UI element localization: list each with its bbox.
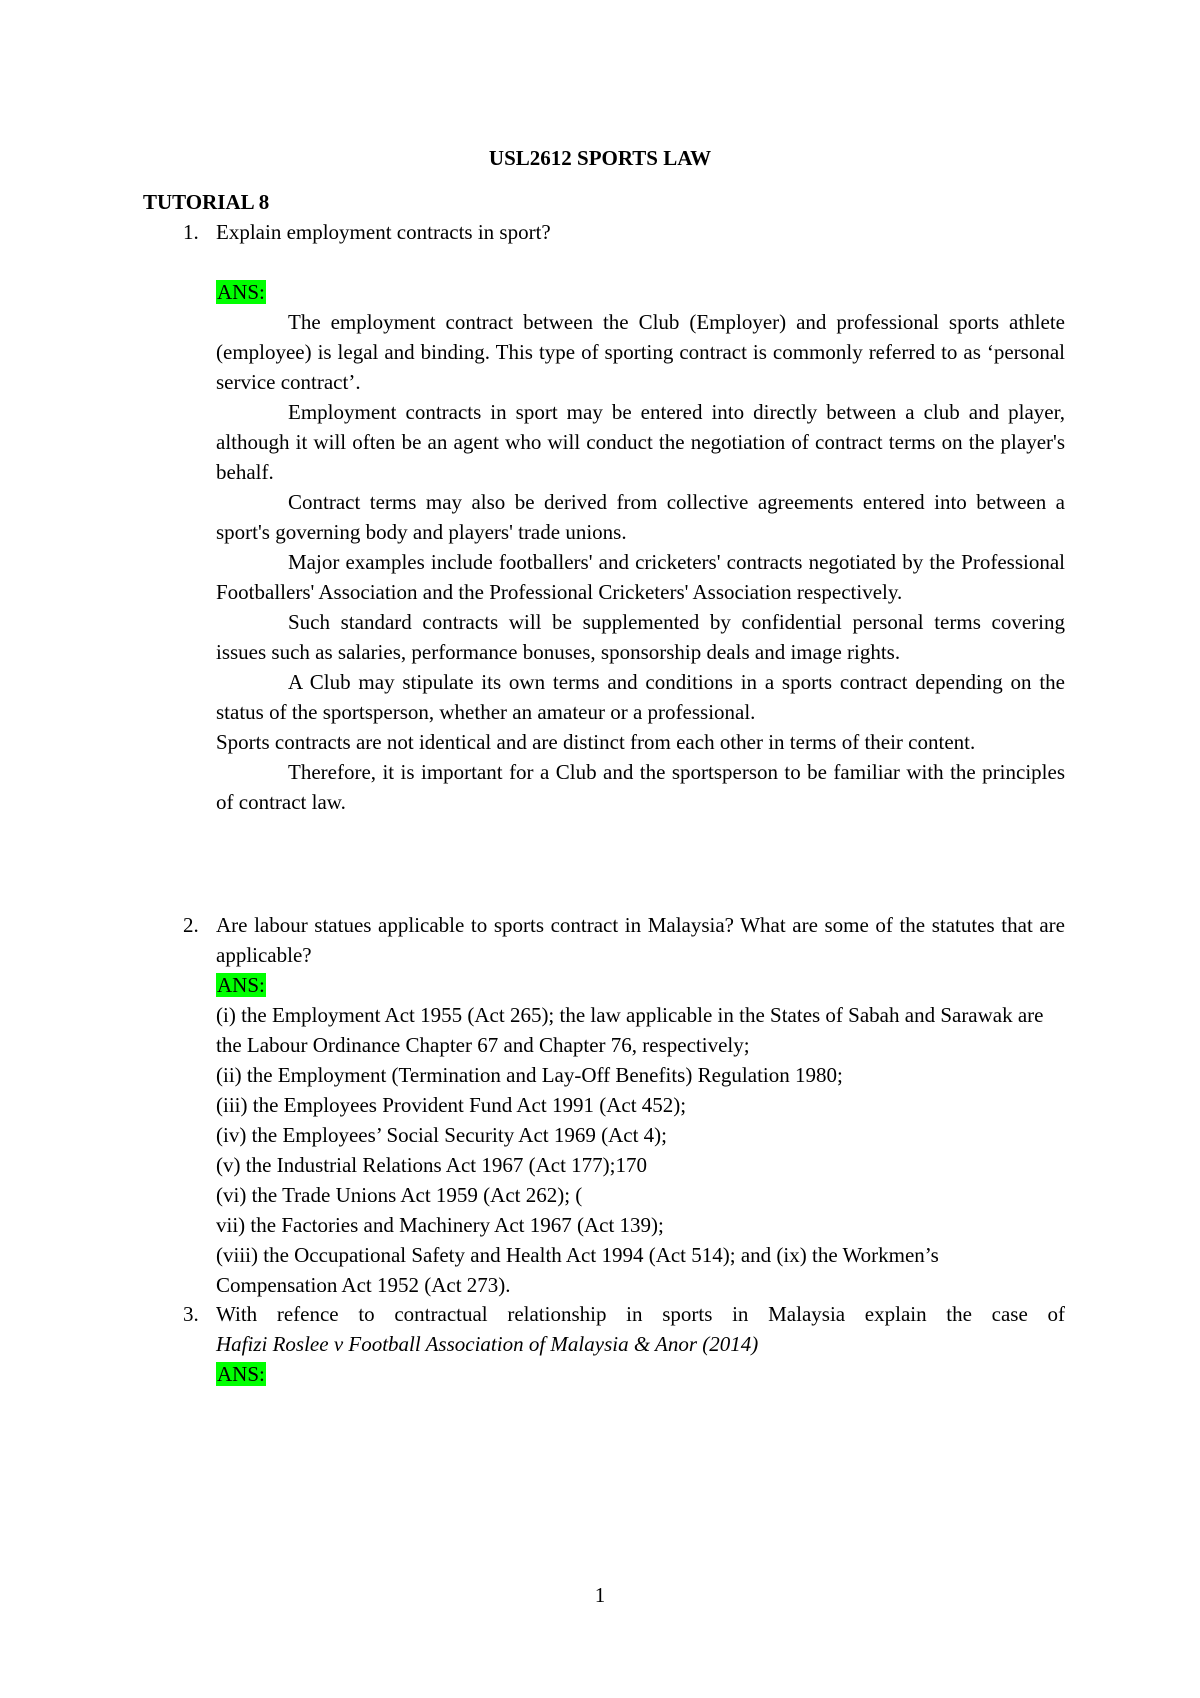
question-body	[216, 1299, 1065, 1389]
statute-item: (vi) the Trade Unions Act 1959 (Act 262); (	[216, 1183, 583, 1207]
statute-item: vii) the Factories and Machinery Act 1967 (Act 139);	[216, 1213, 664, 1237]
question-text: With refence to contractual relationship in sports in Malaysia explain the case of	[216, 1302, 1065, 1326]
answer-label: ANS:	[217, 973, 265, 997]
statute-item: (viii) the Occupational Safety and Health Act 1994 (Act 514); and (ix) the Workmen’s Compensation Act 1952 (Act 273).	[216, 1243, 939, 1297]
question-number: 3.	[183, 1302, 199, 1326]
question-body	[216, 217, 1065, 817]
answer-label-row	[216, 1359, 1065, 1389]
question-number: 1.	[183, 220, 199, 244]
answer-paragraph: Sports contracts are not identical and are distinct from each other in terms of their content.	[216, 730, 976, 754]
statute-item: (v) the Industrial Relations Act 1967 (Act 177);170	[216, 1153, 648, 1177]
answer-paragraph: Major examples include footballers' and cricketers' contracts negotiated by the Professional Footballers' Association and the Professional Cricketers' Association respectively.	[216, 550, 1065, 604]
statute-item: (ii) the Employment (Termination and Lay-Off Benefits) Regulation 1980;	[216, 1063, 843, 1087]
answer-label: ANS:	[217, 280, 265, 304]
question-text: Explain employment contracts in sport?	[216, 220, 551, 244]
question-text: Are labour statues applicable to sports contract in Malaysia? What are some of the statutes that are applicable?	[216, 913, 1065, 967]
question-number: 2.	[183, 913, 199, 937]
page-number: 1	[594, 1583, 606, 1607]
answer-paragraph: Contract terms may also be derived from collective agreements entered into between a sport's governing body and players' trade unions.	[216, 490, 1065, 544]
tutorial-heading: TUTORIAL 8	[143, 190, 270, 214]
answer-label-row	[216, 277, 1065, 307]
answer-label: ANS:	[217, 1362, 265, 1386]
case-citation: Hafizi Roslee v Football Association of Malaysia & Anor (2014)	[216, 1332, 759, 1356]
answer-paragraph: A Club may stipulate its own terms and conditions in a sports contract depending on the status of the sportsperson, whether an amateur or a professional.	[216, 670, 1065, 724]
answer-label-row	[216, 970, 1065, 1000]
answer-paragraph: Therefore, it is important for a Club and the sportsperson to be familiar with the principles of contract law.	[216, 760, 1065, 814]
question-body	[216, 910, 1065, 1300]
statute-item: (iii) the Employees Provident Fund Act 1991 (Act 452);	[216, 1093, 687, 1117]
statute-item: (iv) the Employees’ Social Security Act 1969 (Act 4);	[216, 1123, 667, 1147]
answer-paragraph: The employment contract between the Club (Employer) and professional sports athlete (employee) is legal and binding. This type of sporting contract is commonly referred to as ‘personal service contract’.	[216, 310, 1065, 394]
answer-paragraph: Such standard contracts will be supplemented by confidential personal terms covering issues such as salaries, performance bonuses, sponsorship deals and image rights.	[216, 610, 1065, 664]
answer-paragraph: Employment contracts in sport may be entered into directly between a club and player, although it will often be an agent who will conduct the negotiation of contract terms on the player's behalf.	[216, 400, 1065, 484]
document-title: USL2612 SPORTS LAW	[488, 146, 712, 170]
statute-item: (i) the Employment Act 1955 (Act 265); the law applicable in the States of Sabah and Sarawak are the Labour Ordinance Chapter 67 and Chapter 76, respectively;	[216, 1003, 1044, 1057]
